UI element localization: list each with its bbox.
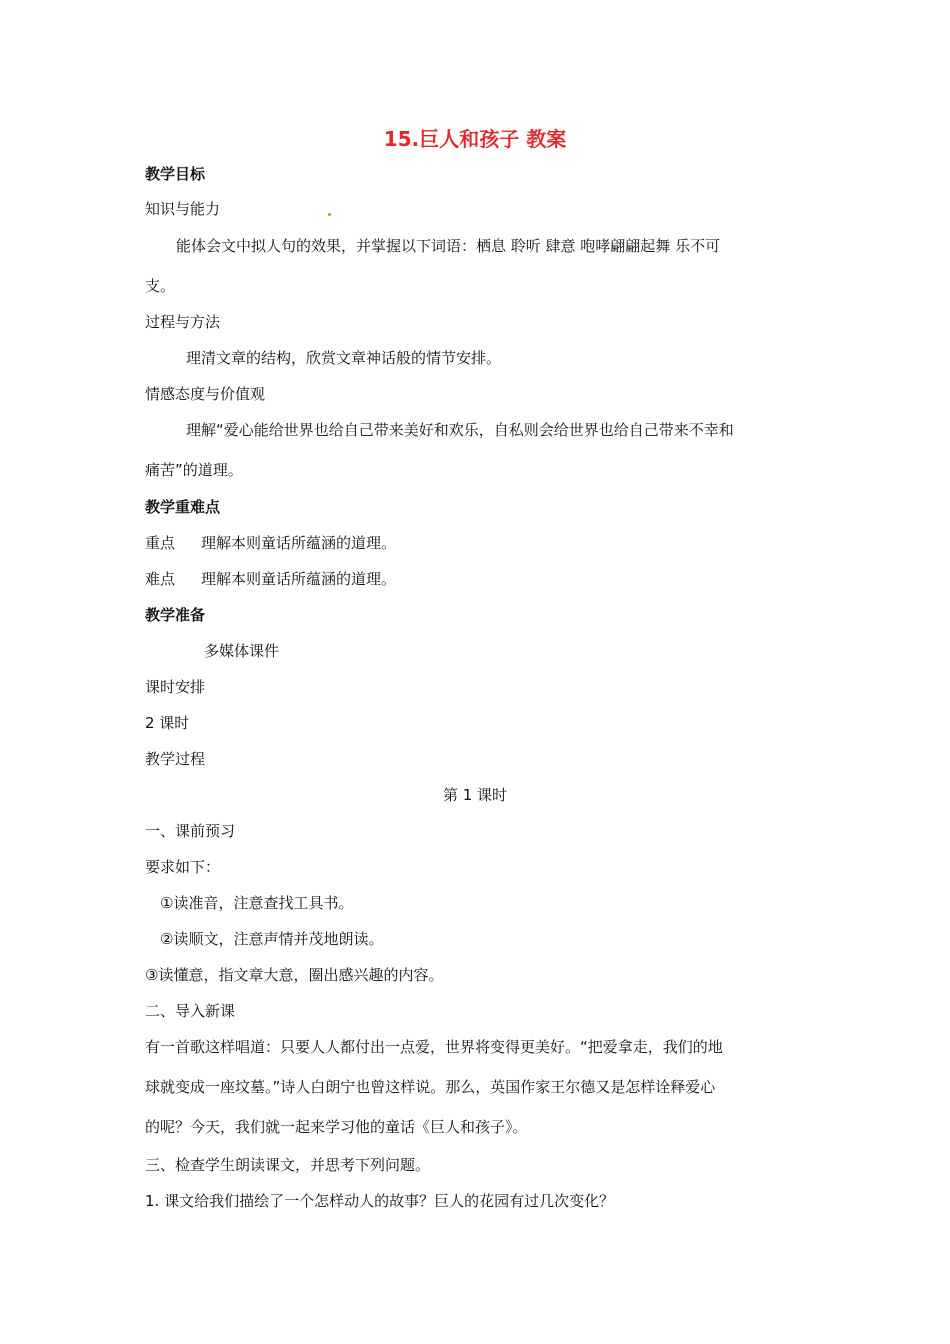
process-label: 过程与方法	[145, 313, 221, 331]
schedule-text: 2 课时	[145, 714, 190, 732]
lesson-title: 第 1 课时	[442, 786, 508, 804]
goals-heading: 教学目标	[145, 165, 206, 183]
intro-text-line1: 有一首歌这样唱道：只要人人都付出一点爱，世界将变得更美好。“把爱拿走，我们的地	[145, 1038, 723, 1056]
section-reading-check: 三、检查学生朗读课文，并思考下列问题。	[145, 1156, 431, 1174]
question-1: 1. 课文给我们描绘了一个怎样动人的故事？巨人的花园有过几次变化？	[145, 1192, 615, 1210]
emotion-text-line1: 理解“爱心能给世界也给自己带来美好和欢乐，自私则会给世界也给自己带来不幸和	[186, 421, 734, 439]
intro-text-line2: 球就变成一座坟墓。”诗人白朗宁也曾这样说。那么，英国作家王尔德又是怎样诠释爱心	[145, 1078, 716, 1096]
document-title: 15.巨人和孩子 教案	[383, 127, 567, 151]
knowledge-text-line2: 支。	[145, 277, 176, 295]
requirement-item-2: ②读顺文，注意声情并茂地朗读。	[160, 930, 384, 948]
section-intro: 二、导入新课	[145, 1002, 236, 1020]
prep-heading: 教学准备	[145, 606, 206, 624]
emotion-text-line2: 痛苦”的道理。	[145, 461, 243, 479]
difficult-point-row	[145, 569, 396, 589]
requirement-item-3: ③读懂意，指文章大意，圈出感兴趣的内容。	[145, 966, 444, 984]
intro-text-line3: 的呢？今天，我们就一起来学习他的童话《巨人和孩子》。	[145, 1118, 528, 1136]
difficult-label: 难点	[145, 570, 176, 588]
difficult-text: 理解本则童话所蕴涵的道理。	[201, 570, 397, 588]
requirement-item-1: ①读准音，注意查找工具书。	[160, 894, 354, 912]
process-heading: 教学过程	[145, 750, 206, 768]
emotion-label: 情感态度与价值观	[145, 385, 266, 403]
knowledge-label: 知识与能力	[145, 200, 221, 218]
schedule-label: 课时安排	[145, 678, 206, 696]
key-text: 理解本则童话所蕴涵的道理。	[201, 534, 397, 552]
key-heading: 教学重难点	[145, 498, 221, 516]
key-point-row	[145, 533, 396, 553]
key-label: 重点	[145, 534, 176, 552]
process-text: 理清文章的结构，欣赏文章神话般的情节安排。	[186, 349, 502, 367]
scan-dot	[328, 213, 331, 216]
requirements-label: 要求如下：	[145, 858, 221, 876]
section-preview: 一、课前预习	[145, 822, 236, 840]
prep-text: 多媒体课件	[204, 642, 280, 660]
knowledge-text-line1: 能体会文中拟人句的效果，并掌握以下词语：栖息 聆听 肆意 咆哮翩翩起舞 乐不可	[176, 237, 721, 255]
